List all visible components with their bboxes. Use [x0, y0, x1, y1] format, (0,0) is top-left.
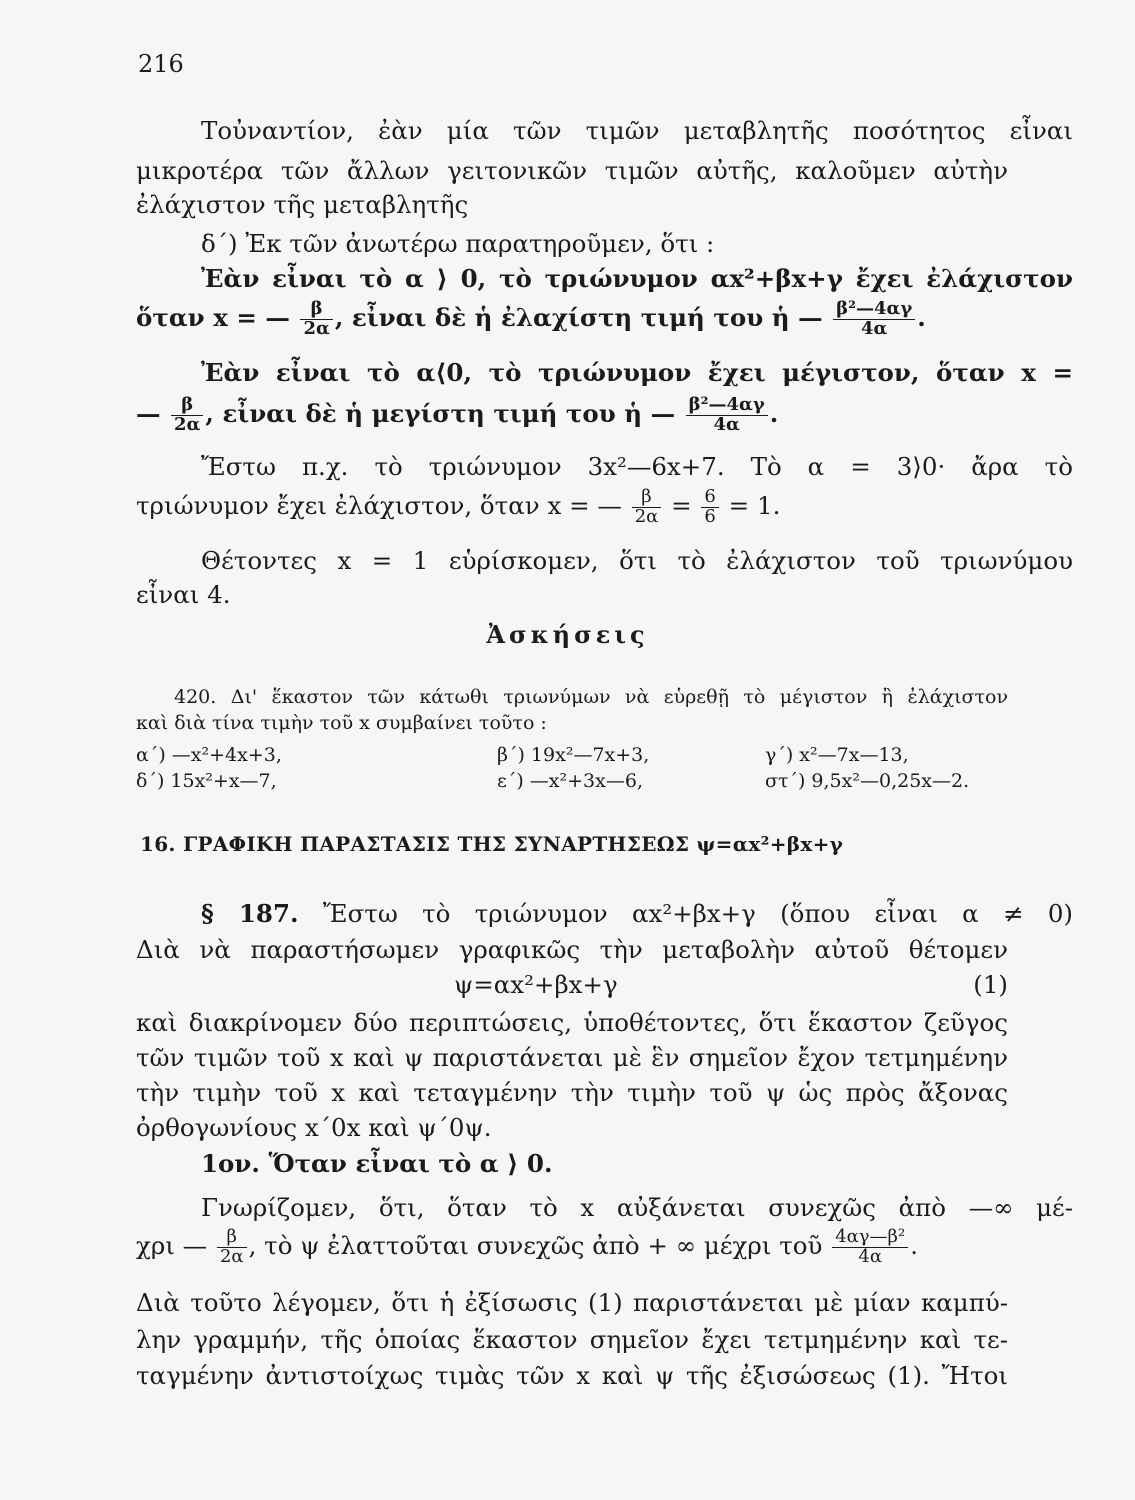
rule-max-text-b: , εἶναι δὲ ἡ μεγίστη τιμή του ἡ — [205, 398, 676, 428]
fraction-numerator: 6 [701, 488, 718, 508]
fraction-denominator: 4α [858, 1245, 882, 1267]
exercise-intro-1: 420. Δι' ἕκαστον τῶν κάτωθι τριωνύμων νὰ εὑρεθῇ τὸ μέγιστον ἢ ἐλάχιστον [174, 686, 1008, 708]
case-1-text-a: χρι — [136, 1230, 208, 1260]
intro-line-1: Τοὐναντίον, ἐὰν μία τῶν τιμῶν μεταβλητῆς ποσότητος εἶναι [201, 116, 1073, 145]
case-1-line-2 [136, 1228, 1008, 1267]
fraction-denominator: 2α [174, 413, 201, 435]
intro-line-4: δ΄) Ἐκ τῶν ἀνωτέρω παρατηροῦμεν, ὅτι : [201, 229, 715, 258]
example-equals: = [671, 490, 692, 520]
fraction-denominator: 2α [219, 1245, 244, 1267]
exercise-item: γ΄) x²—7x—13, [765, 744, 909, 766]
fraction-denominator: 2α [634, 505, 659, 527]
section-para-line-6: ὀρθογωνίους x΄0x καὶ ψ΄0ψ. [136, 1113, 492, 1142]
fraction-denominator: 4α [860, 317, 888, 339]
case-1-line-4: λην γραμμήν, τῆς ὁποίας ἕκαστον σημεῖον ἔχει τετμημένην καὶ τε- [136, 1325, 1008, 1354]
fraction-numerator: β [171, 396, 203, 416]
example-text-a: τριώνυμον ἔχει ἐλάχιστον, ὅταν x = — [136, 490, 622, 520]
fraction-numerator: β²—4αγ [833, 300, 915, 320]
case-1-fraction-2 [832, 1228, 908, 1267]
rule-min-end: . [917, 302, 926, 332]
example-fraction-1 [632, 488, 662, 527]
example-line-2 [136, 488, 1008, 527]
section-para-line-2: Διὰ νὰ παραστήσωμεν γραφικῶς τὴν μεταβολὴν αὐτοῦ θέτομεν [136, 935, 1008, 964]
case-1-text-b: , τὸ ψ ἐλαττοῦται συνεχῶς ἀπὸ + ∞ μέχρι τοῦ [248, 1230, 823, 1260]
fraction-numerator: β [300, 300, 332, 320]
example-line-4: εἶναι 4. [136, 580, 231, 609]
fraction-denominator: 6 [704, 505, 716, 527]
exercise-item: δ΄) 15x²+x—7, [136, 770, 277, 792]
equation: ψ=αx²+βx+γ [454, 970, 618, 999]
case-1-line-5: ταγμένην ἀντιστοίχως τιμὰς τῶν x καὶ ψ τῆς ἐξισώσεως (1). Ἤτοι [136, 1361, 1008, 1390]
intro-line-3: ἐλάχιστον τῆς μεταβλητῆς [136, 190, 469, 219]
exercise-item: ε΄) —x²+3x—6, [497, 770, 643, 792]
case-1-fraction-1 [217, 1228, 247, 1267]
section-para-line-5: τὴν τιμὴν τοῦ x καὶ τεταγμένην τὴν τιμὴν τοῦ ψ ὡς πρὸς ἄξονας [136, 1078, 1008, 1107]
exercise-item: στ΄) 9,5x²—0,25x—2. [765, 770, 970, 792]
intro-line-2: μικροτέρα τῶν ἄλλων γειτονικῶν τιμῶν αὐτῆς, καλοῦμεν αὐτὴν [136, 156, 1008, 185]
fraction-numerator: β²—4αγ [686, 396, 768, 416]
exercises-heading: Ἀσκήσεις [486, 620, 649, 649]
section-title: 16. ΓΡΑΦΙΚΗ ΠΑΡΑΣΤΑΣΙΣ ΤΗΣ ΣΥΝΑΡΤΗΣΕΩΣ ψ=αx²+βx+γ [140, 832, 844, 856]
rule-max-fraction-1 [171, 396, 203, 435]
rule-min-fraction-2 [833, 300, 915, 339]
equation-number: (1) [973, 970, 1008, 999]
rule-max-fraction-2 [686, 396, 768, 435]
section-para-line-3: καὶ διακρίνομεν δύο περιπτώσεις, ὑποθέτοντες, ὅτι ἕκαστον ζεῦγος [136, 1008, 1008, 1037]
fraction-numerator: β [217, 1228, 247, 1248]
rule-max-end: . [769, 398, 779, 428]
rule-max-text-a: — [136, 398, 161, 428]
case-1-heading: 1ον. Ὅταν εἶναι τὸ α ⟩ 0. [201, 1149, 553, 1178]
example-text-b: = 1. [728, 490, 781, 520]
exercise-item: β΄) 19x²—7x+3, [497, 744, 650, 766]
exercise-intro-2: καὶ διὰ τίνα τιμὴν τοῦ x συμβαίνει τοῦτο : [136, 712, 547, 734]
example-line-3: Θέτοντες x = 1 εὑρίσκομεν, ὅτι τὸ ἐλάχιστον τοῦ τριωνύμου [201, 546, 1073, 575]
rule-max-line-2 [136, 396, 1008, 435]
fraction-denominator: 4α [713, 413, 740, 435]
section-para-line-4: τῶν τιμῶν τοῦ x καὶ ψ παριστάνεται μὲ ἓν σημεῖον ἔχον τετμημένην [136, 1043, 1008, 1072]
section-para-text-1: Ἔστω τὸ τριώνυμον αx²+βx+γ (ὅπου εἶναι α ≠ 0) [322, 899, 1073, 928]
rule-min-text-b: , εἶναι δὲ ἡ ἐλαχίστη τιμή του ἡ — [334, 302, 823, 332]
rule-min-line-2 [136, 300, 1008, 339]
rule-min-text-a: ὅταν x = — [136, 302, 290, 332]
example-line-1: Ἔστω π.χ. τὸ τριώνυμον 3x²—6x+7. Τὸ α = 3⟩0· ἄρα τὸ [201, 452, 1073, 481]
section-para-line-1 [136, 897, 1073, 931]
fraction-denominator: 2α [303, 317, 330, 339]
rule-max-line-1: Ἐὰν εἶναι τὸ α⟨0, τὸ τριώνυμον ἔχει μέγιστον, ὅταν x = [201, 358, 1073, 387]
case-1-text-c: . [910, 1230, 918, 1260]
example-fraction-2 [701, 488, 718, 527]
case-1-line-3: Διὰ τοῦτο λέγομεν, ὅτι ἡ ἐξίσωσις (1) παριστάνεται μὲ μίαν καμπύ- [136, 1288, 1008, 1317]
page-number: 216 [138, 50, 184, 78]
exercise-item: α΄) —x²+4x+3, [136, 744, 282, 766]
case-1-line-1: Γνωρίζομεν, ὅτι, ὅταν τὸ x αὐξάνεται συνεχῶς ἀπὸ —∞ μέ- [201, 1193, 1073, 1222]
rule-min-line-1: Ἐὰν εἶναι τὸ α ⟩ 0, τὸ τριώνυμον αx²+βx+γ ἔχει ἐλάχιστον [201, 264, 1073, 293]
rule-min-fraction-1 [300, 300, 332, 339]
fraction-numerator: 4αγ—β² [832, 1228, 908, 1248]
paragraph-number: § 187. [201, 899, 299, 928]
fraction-numerator: β [632, 488, 662, 508]
